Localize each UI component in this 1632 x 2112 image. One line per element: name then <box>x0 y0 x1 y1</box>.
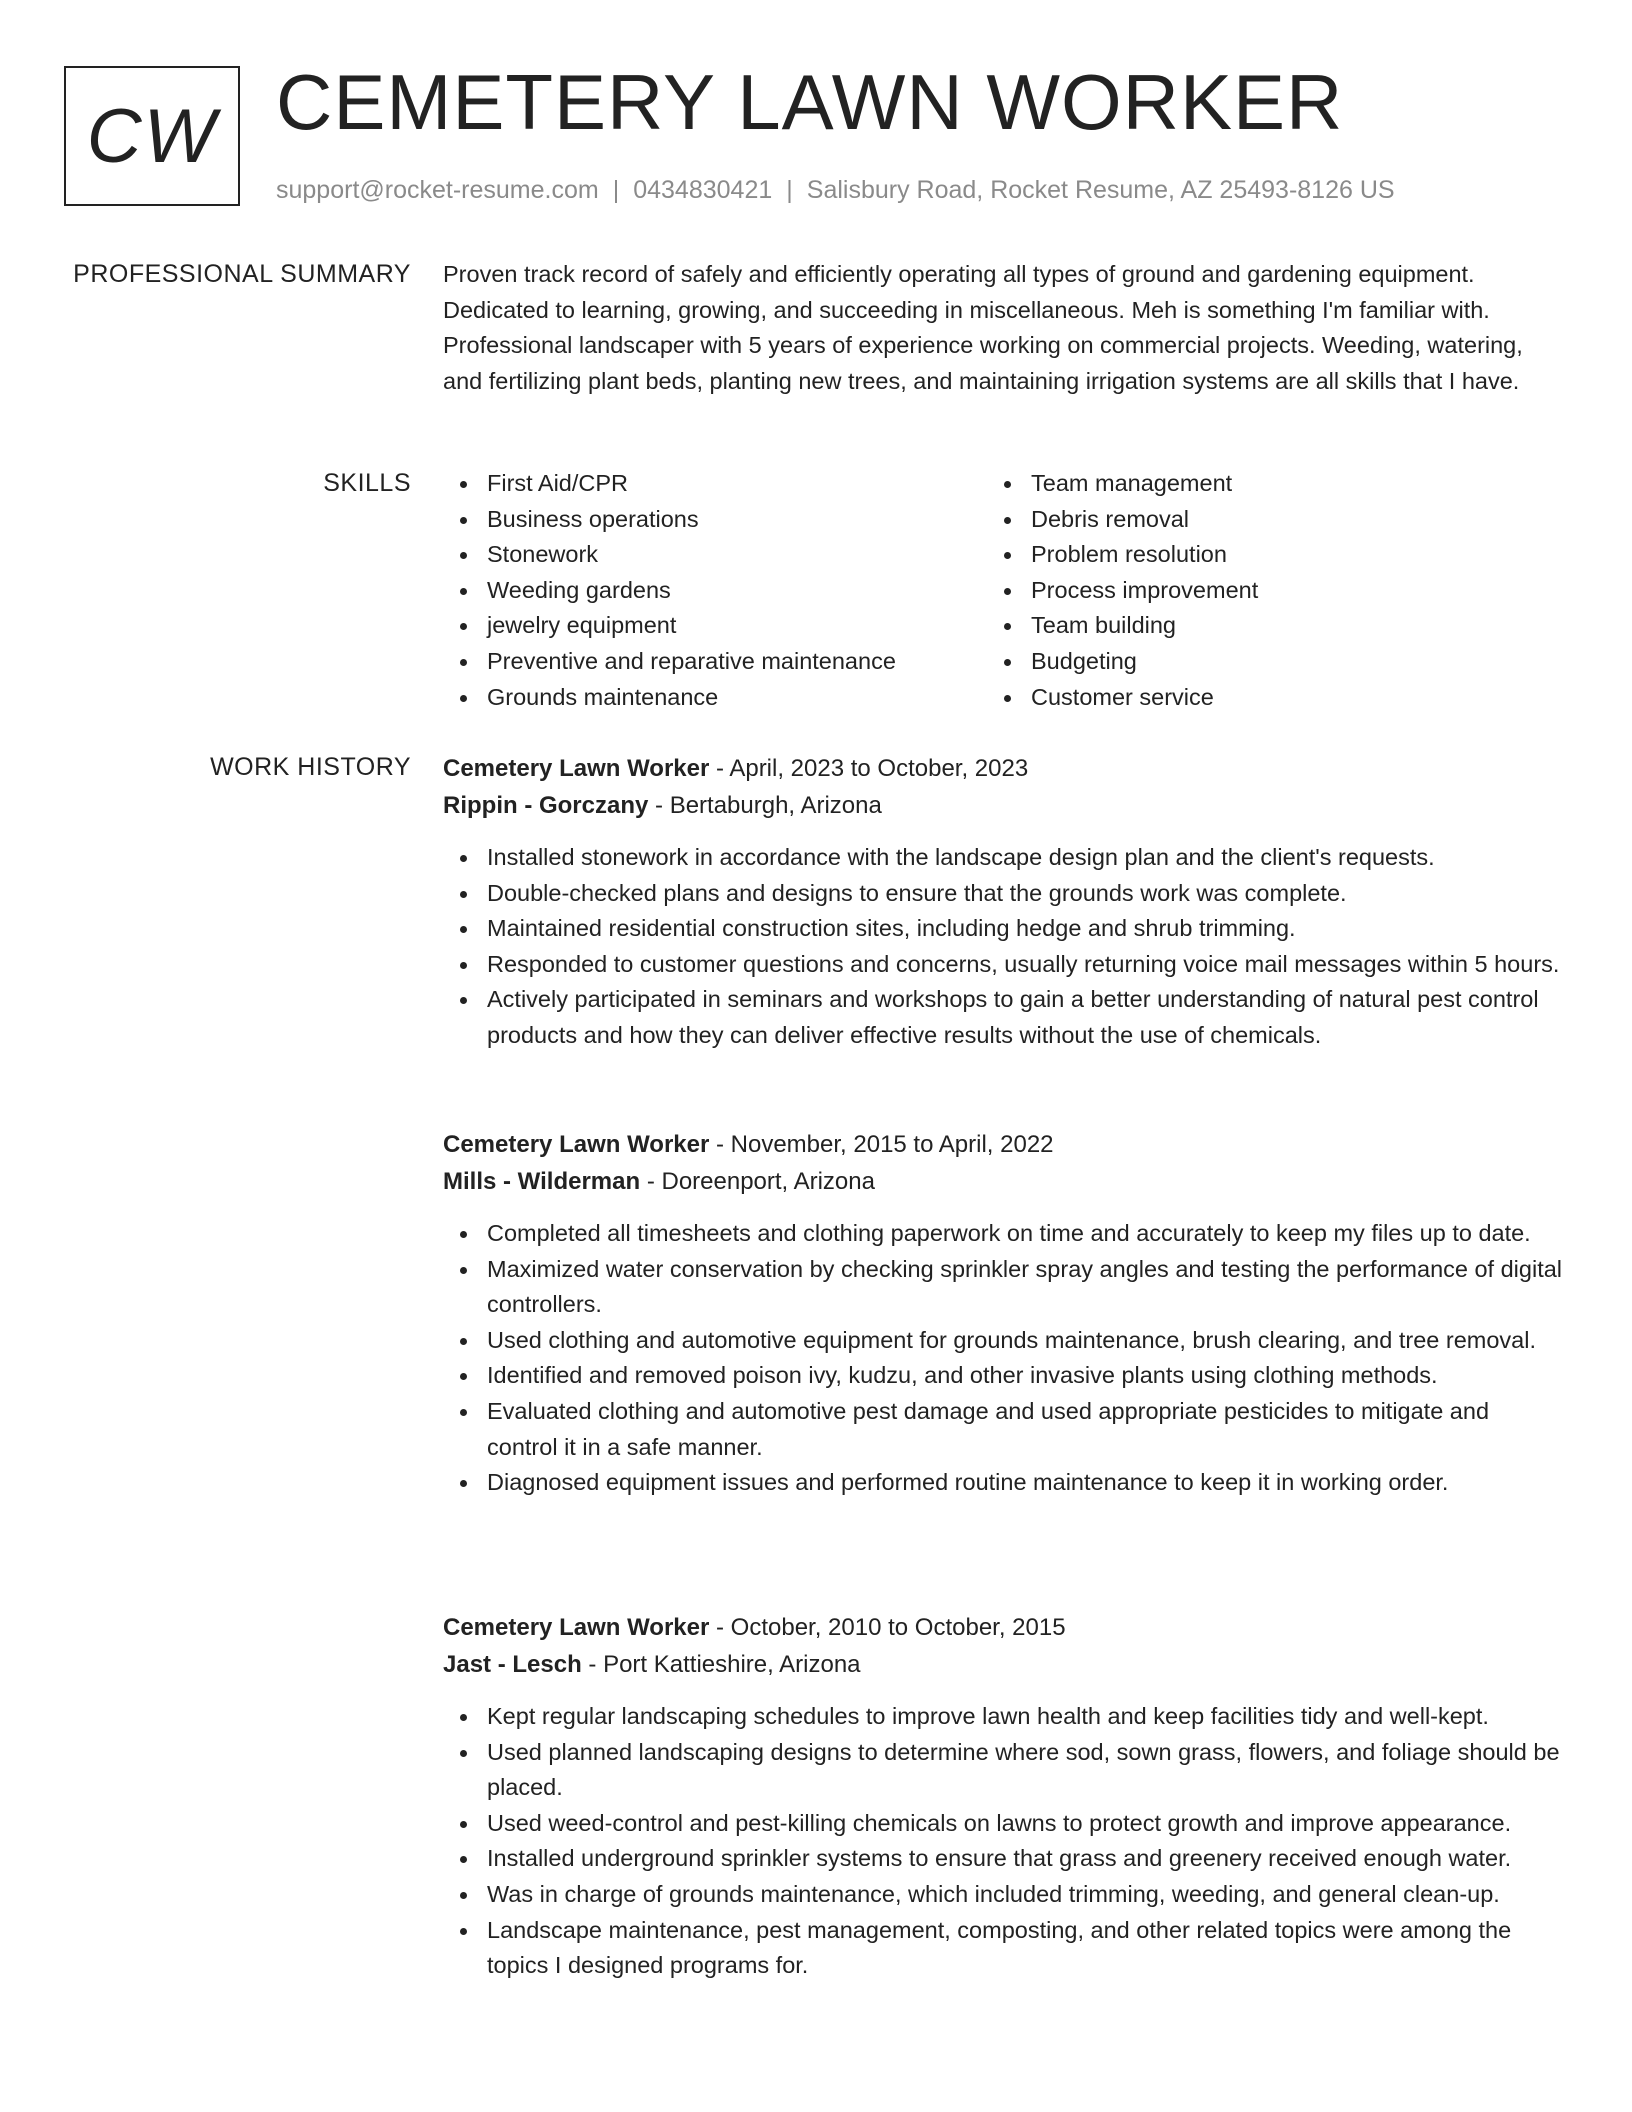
skill-item: Team building <box>987 608 1531 644</box>
job-title-line <box>443 1609 1563 1646</box>
contact-separator: | <box>786 176 793 204</box>
skills-list-left <box>443 466 987 715</box>
contact-address: Salisbury Road, Rocket Resume, AZ 25493-8126 US <box>806 176 1395 204</box>
job-company-line <box>443 787 1563 824</box>
skill-item: Customer service <box>987 680 1531 716</box>
job-bullet: Responded to customer questions and concerns, usually returning voice mail messages within 5 hours. <box>443 947 1563 983</box>
job-company: Rippin - Gorczany <box>443 792 649 819</box>
skill-item: First Aid/CPR <box>443 466 987 502</box>
job-entry <box>443 1126 1563 1501</box>
job-company: Jast - Lesch <box>443 1651 582 1678</box>
skill-item: Preventive and reparative maintenance <box>443 644 987 680</box>
section-label-summary: PROFESSIONAL SUMMARY <box>73 260 411 288</box>
job-bullet: Landscape maintenance, pest management, composting, and other related topics were among the topics I designed programs for. <box>443 1913 1563 1984</box>
contact-separator: | <box>612 176 620 204</box>
monogram-logo <box>64 66 240 206</box>
job-bullet: Used weed-control and pest-killing chemicals on lawns to protect growth and improve appearance. <box>443 1806 1563 1842</box>
job-bullet: Installed underground sprinkler systems to ensure that grass and greenery received enough water. <box>443 1841 1563 1877</box>
job-bullet: Diagnosed equipment issues and performed routine maintenance to keep it in working order. <box>443 1465 1563 1501</box>
skill-item: Problem resolution <box>987 537 1531 573</box>
skill-item: Weeding gardens <box>443 573 987 609</box>
job-bullet: Was in charge of grounds maintenance, which included trimming, weeding, and general clean-up. <box>443 1877 1563 1913</box>
job-bullet: Kept regular landscaping schedules to improve lawn health and keep facilities tidy and well-kept. <box>443 1699 1563 1735</box>
job-bullet: Maintained residential construction sites, including hedge and shrub trimming. <box>443 911 1563 947</box>
skill-item: Process improvement <box>987 573 1531 609</box>
job-bullet: Maximized water conservation by checking sprinkler spray angles and testing the performance of digital controllers. <box>443 1252 1563 1323</box>
job-title-line <box>443 750 1563 787</box>
job-bullet: Evaluated clothing and automotive pest damage and used appropriate pesticides to mitigate and control it in a safe manner. <box>443 1394 1563 1465</box>
job-location: - Bertaburgh, Arizona <box>648 792 882 819</box>
job-title: Cemetery Lawn Worker <box>443 1131 710 1158</box>
skill-item: Team management <box>987 466 1531 502</box>
skill-item: Business operations <box>443 502 987 538</box>
job-bullet: Double-checked plans and designs to ensure that the grounds work was complete. <box>443 876 1563 912</box>
summary-text: Proven track record of safely and efficiently operating all types of ground and gardening equipment. Dedicated to learning, growing, and succeeding in miscellaneous. Meh is something I'm familiar with. Professional landscaper with 5 years of experience working on commercial projects. Weeding, watering, and fertilizing plant beds, planting new trees, and maintaining irrigation systems are all skills that I have. <box>443 261 1523 394</box>
skill-item: Grounds maintenance <box>443 680 987 716</box>
job-bullet: Completed all timesheets and clothing paperwork on time and accurately to keep my files up to date. <box>443 1216 1563 1252</box>
job-title: Cemetery Lawn Worker <box>443 755 710 782</box>
job-bullets <box>443 840 1563 1054</box>
skill-item: Debris removal <box>987 502 1531 538</box>
job-title-line <box>443 1126 1563 1163</box>
skills-section <box>443 466 1563 715</box>
skill-item: jewelry equipment <box>443 608 987 644</box>
job-bullets <box>443 1216 1563 1501</box>
job-location: - Doreenport, Arizona <box>640 1168 875 1195</box>
monogram-text: CW <box>86 93 218 179</box>
job-bullet: Identified and removed poison ivy, kudzu, and other invasive plants using clothing methods. <box>443 1358 1563 1394</box>
job-entry <box>443 750 1563 1054</box>
job-bullet: Installed stonework in accordance with the landscape design plan and the client's requests. <box>443 840 1563 876</box>
resume-name: CEMETERY LAWN WORKER <box>276 58 1344 146</box>
job-dates: - April, 2023 to October, 2023 <box>709 755 1029 782</box>
job-dates: - October, 2010 to October, 2015 <box>709 1614 1066 1641</box>
job-bullet: Used clothing and automotive equipment for grounds maintenance, brush clearing, and tree removal. <box>443 1323 1563 1359</box>
skills-list-right <box>987 466 1531 715</box>
job-dates: - November, 2015 to April, 2022 <box>709 1131 1054 1158</box>
job-entry <box>443 1609 1563 1984</box>
summary-section <box>443 257 1563 399</box>
contact-email: support@rocket-resume.com <box>276 176 599 204</box>
contact-line <box>276 174 1395 206</box>
section-label-skills: SKILLS <box>323 469 411 497</box>
job-company: Mills - Wilderman <box>443 1168 641 1195</box>
job-bullet: Used planned landscaping designs to determine where sod, sown grass, flowers, and foliage should be placed. <box>443 1735 1563 1806</box>
job-company-line <box>443 1163 1563 1200</box>
job-bullets <box>443 1699 1563 1984</box>
contact-phone: 0434830421 <box>633 176 773 204</box>
job-location: - Port Kattieshire, Arizona <box>581 1651 861 1678</box>
skill-item: Budgeting <box>987 644 1531 680</box>
skill-item: Stonework <box>443 537 987 573</box>
section-label-work-history: WORK HISTORY <box>210 753 411 781</box>
job-title: Cemetery Lawn Worker <box>443 1614 710 1641</box>
job-company-line <box>443 1646 1563 1683</box>
job-bullet: Actively participated in seminars and workshops to gain a better understanding of natural pest control products and how they can deliver effective results without the use of chemicals. <box>443 982 1563 1053</box>
